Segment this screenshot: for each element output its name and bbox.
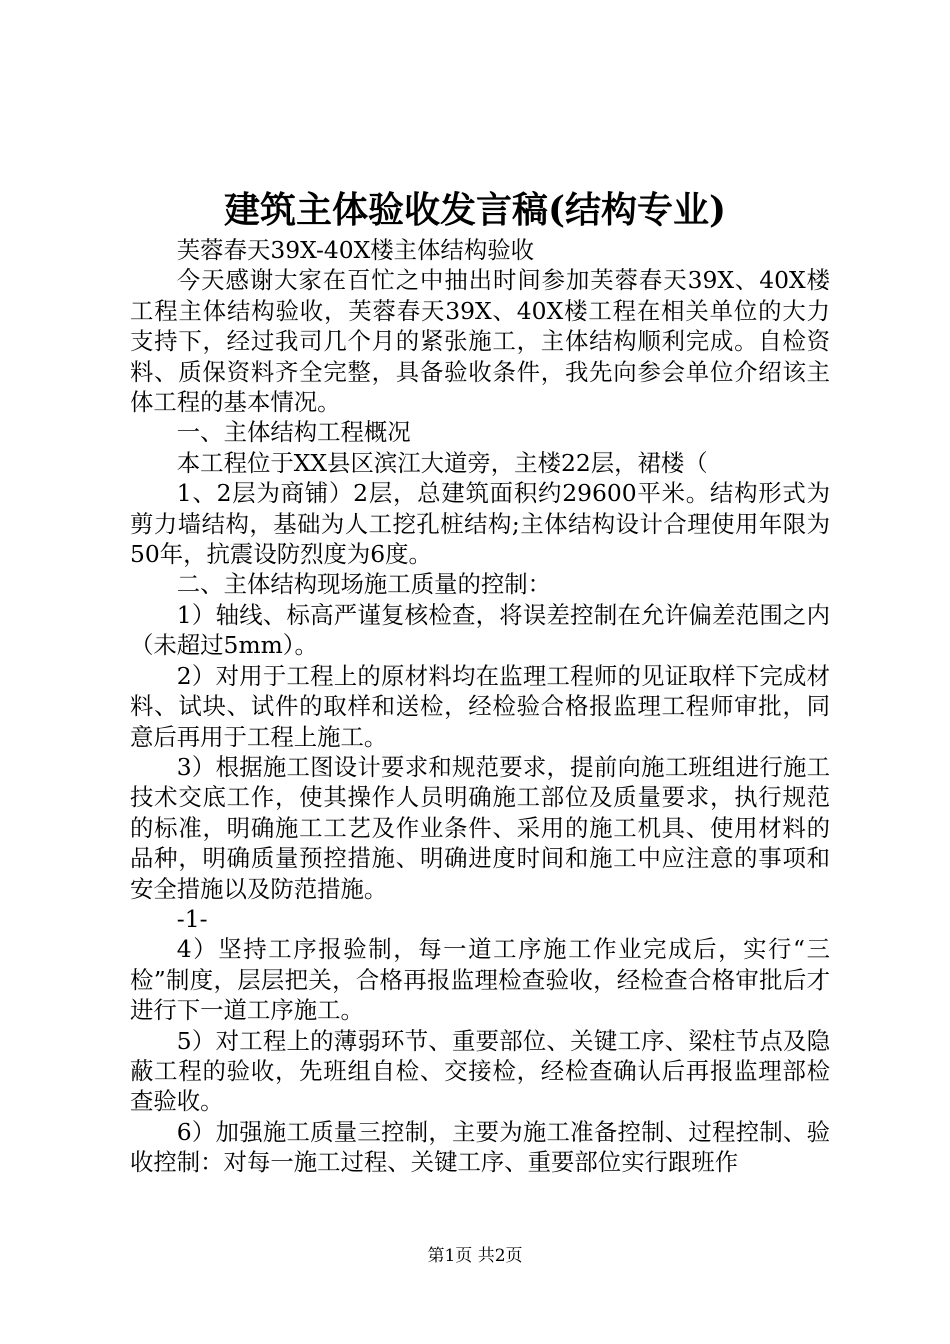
document-title: 建筑主体验收发言稿(结构专业) bbox=[223, 189, 727, 231]
document-body bbox=[130, 235, 830, 1178]
list-item-1: 1）轴线、标高严谨复核检查，将误差控制在允许偏差范围之内（未超过5mm）。 bbox=[130, 600, 830, 660]
list-item-3: 3）根据施工图设计要求和规范要求，提前向施工班组进行施工技术交底工作，使其操作人员明确施工部位及质量要求，执行规范的标准，明确施工工艺及作业条件、采用的施工机具、使用材料的品种，明确质量预控措施、明确进度时间和施工中应注意的事项和安全措施以及防范措施。 bbox=[130, 752, 830, 903]
paragraph-project-name: 芙蓉春天39X-40X楼主体结构验收 bbox=[176, 236, 534, 264]
list-item-5: 5）对工程上的薄弱环节、重要部位、关键工序、梁柱节点及隐蔽工程的验收，先班组自检、交接检，经检查确认后再报监理部检查验收。 bbox=[130, 1026, 830, 1116]
list-item-2: 2）对用于工程上的原材料均在监理工程师的见证取样下完成材料、试块、试件的取样和送检，经检验合格报监理工程师审批，同意后再用于工程上施工。 bbox=[130, 661, 830, 751]
list-item-4: 4）坚持工序报验制，每一道工序施工作业完成后，实行“三检”制度，层层把关，合格再报监理检查验收，经检查合格审批后才进行下一道工序施工。 bbox=[130, 935, 830, 1025]
inline-page-number: -1- bbox=[176, 904, 208, 933]
section-heading-overview: 一、主体结构工程概况 bbox=[176, 418, 411, 447]
section-heading-quality-control: 二、主体结构现场施工质量的控制： bbox=[176, 570, 552, 599]
list-item-6: 6）加强施工质量三控制，主要为施工准备控制、过程控制、验收控制：对每一施工过程、关键工序、重要部位实行跟班作 bbox=[130, 1117, 830, 1177]
paragraph-opening: 今天感谢大家在百忙之中抽出时间参加芙蓉春天39X、40X楼工程主体结构验收，芙蓉春天39X、40X楼工程在相关单位的大力支持下，经过我司几个月的紧张施工，主体结构顺利完成。自检资料、质保资料齐全完整，具备验收条件，我先向参会单位介绍该主体工程的基本情况。 bbox=[130, 266, 830, 417]
page-footer: 第1页 共2页 bbox=[427, 1246, 523, 1266]
paragraph-structure: 1、2层为商铺）2层，总建筑面积约29600平米。结构形式为剪力墙结构，基础为人工挖孔桩结构;主体结构设计合理使用年限为50年，抗震设防烈度为6度。 bbox=[130, 479, 830, 569]
paragraph-location: 本工程位于XX县区滨江大道旁，主楼22层，裙楼（ bbox=[176, 448, 708, 477]
